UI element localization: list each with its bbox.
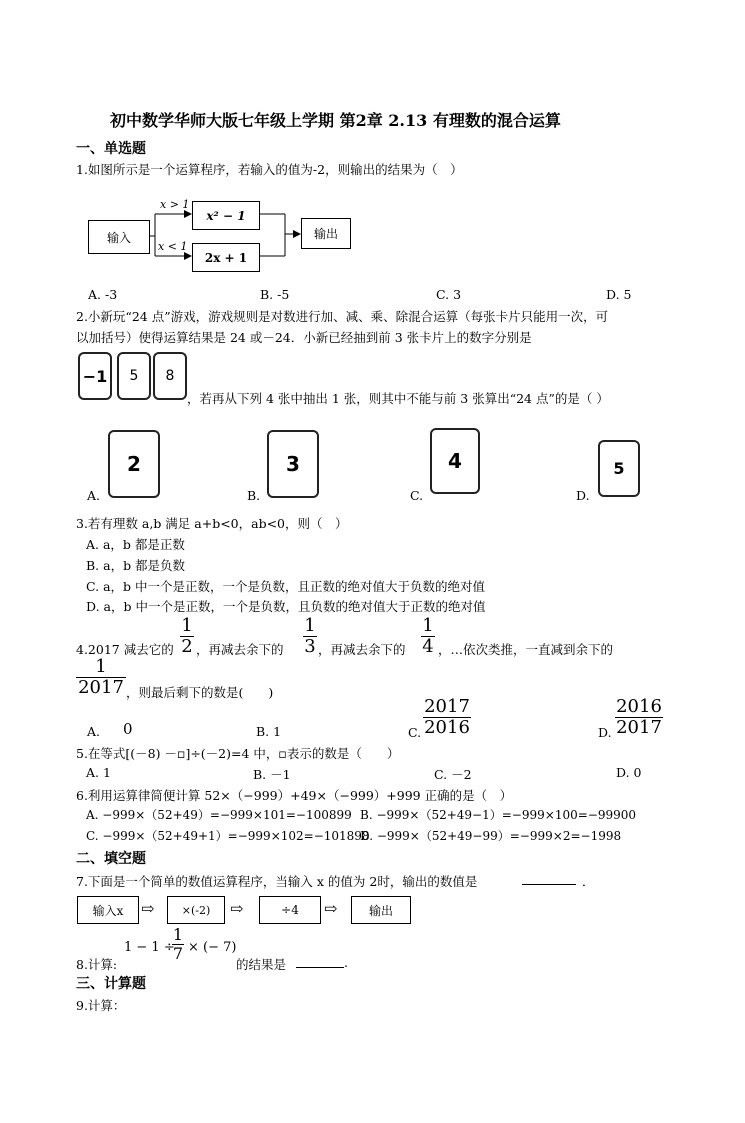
q8-answer-blank[interactable]	[296, 967, 344, 968]
q4-fraction-1-3	[303, 617, 317, 657]
flow-condition-top: x > 1	[160, 198, 190, 211]
question-4-part-1: 4.2017 减去它的	[76, 642, 174, 657]
question-2-line-3: ，若再从下列 4 张中抽出 1 张，则其中不能与前 3 张算出“24 点”的是（ ）	[187, 391, 609, 406]
q3-option-c: C. a，b 中一个是正数，一个是负数，且正数的绝对值大于负数的绝对值	[86, 579, 485, 594]
q5-option-d: D. 0	[616, 765, 642, 780]
q4-frac3-denominator: 4	[422, 635, 434, 657]
q6-option-d: D. −999×（52+49−99）=−999×2=−1998	[360, 829, 622, 843]
q4-frac2-denominator: 3	[304, 635, 316, 657]
question-8-end: .	[344, 955, 348, 970]
flow-expr-bottom-box: 2x + 1	[192, 243, 260, 272]
drawn-card-3: 8	[153, 352, 187, 400]
q6-option-a: A. −999×（52+49）=−999×101=−100899	[86, 808, 352, 822]
q4-option-c-denominator: 2016	[424, 716, 470, 738]
q2-option-a-card: 2	[108, 430, 160, 498]
flow-output-box: 输出	[301, 218, 351, 249]
q4-option-c-fraction	[423, 698, 471, 738]
q4-frac4-denominator: 2017	[78, 676, 124, 698]
question-7-end: ．	[582, 874, 595, 889]
q4-option-c-letter: C.	[408, 725, 422, 740]
section-heading-fill-blank: 二、填空题	[76, 851, 146, 867]
q4-frac1-denominator: 2	[181, 635, 193, 657]
q1-option-a: A. -3	[88, 287, 118, 302]
q2-option-b-letter: B.	[247, 488, 261, 503]
q7-arrow-3-icon: ⇨	[324, 899, 338, 918]
q6-option-b: B. −999×（52+49−1）=−999×100=−99900	[360, 808, 637, 822]
q7-arrow-2-icon: ⇨	[230, 899, 244, 918]
q7-answer-blank[interactable]	[522, 884, 576, 885]
q4-option-a-value: 0	[123, 720, 133, 738]
flow-expr-top-box: x² − 1	[192, 201, 260, 230]
q2-option-d-letter: D.	[576, 488, 590, 503]
q8-frac-denominator: 7	[172, 943, 184, 963]
question-3-text: 3.若有理数 a,b 满足 a+b<0，ab<0，则（ ）	[76, 516, 348, 531]
q5-option-b: B. －1	[253, 767, 291, 782]
q7-step-divide: ÷4	[259, 896, 321, 924]
q4-option-a-letter: A.	[87, 724, 101, 739]
q2-option-b-card: 3	[267, 430, 319, 498]
q4-fraction-1-2017	[76, 658, 126, 698]
question-4-part-2: ，再减去余下的	[196, 642, 284, 657]
q8-frac-numerator: 1	[172, 925, 184, 944]
q4-option-d-denominator: 2017	[616, 716, 662, 738]
q8-fraction	[172, 927, 184, 962]
q1-option-d: D. 5	[606, 287, 632, 302]
q4-option-d-fraction	[615, 698, 663, 738]
q3-option-b: B. a，b 都是负数	[86, 558, 186, 573]
question-7-text: 7.下面是一个简单的数值运算程序，当输入 x 的值为 2时，输出的数值是	[76, 874, 478, 889]
q3-option-d: D. a，b 中一个是正数，一个是负数，且负数的绝对值大于正数的绝对值	[86, 599, 486, 614]
q4-option-d-letter: D.	[598, 725, 612, 740]
q4-frac4-numerator: 1	[76, 658, 126, 678]
q4-fraction-1-2	[180, 617, 194, 657]
question-8-prefix: 8.计算:	[76, 957, 118, 972]
q7-step-input: 输入x	[77, 896, 139, 924]
question-4-part-3: ，再减去余下的	[318, 642, 406, 657]
question-1-text: 1.如图所示是一个运算程序，若输入的值为-2，则输出的结果为（ ）	[76, 162, 463, 177]
q2-option-c-card: 4	[430, 428, 480, 494]
q4-option-d-numerator: 2016	[616, 696, 662, 717]
question-9-text: 9.计算：	[76, 998, 126, 1013]
drawn-card-1: −1	[78, 352, 112, 400]
q4-frac1-numerator: 1	[181, 615, 193, 636]
q8-expr-left: 1 − 1 ÷	[124, 940, 175, 955]
q2-option-d-card: 5	[598, 440, 640, 497]
question-5-text: 5.在等式[(－8) －▫]÷(－2)=4 中，▫表示的数是（ ）	[76, 746, 400, 761]
q3-option-a: A. a，b 都是正数	[86, 537, 185, 552]
q6-option-c: C. −999×（52+49+1）=−999×102=−101898	[86, 829, 370, 843]
q4-frac2-numerator: 1	[304, 615, 316, 636]
q4-option-c-numerator: 2017	[424, 696, 470, 717]
q2-option-a-letter: A.	[87, 488, 101, 503]
section-heading-single-choice: 一、单选题	[76, 141, 146, 157]
question-8-suffix: 的结果是	[236, 957, 287, 972]
q7-step-multiply: ×(-2)	[167, 896, 225, 924]
q5-option-a: A. 1	[86, 765, 111, 780]
flow-condition-bottom: x < 1	[158, 240, 188, 253]
q2-option-c-letter: C.	[410, 488, 424, 503]
section-heading-calculation: 三、计算题	[76, 976, 146, 992]
q7-step-output: 输出	[351, 896, 411, 924]
question-4-part-5: ，则最后剩下的数是( )	[126, 685, 274, 700]
q1-option-b: B. -5	[260, 287, 290, 302]
q7-arrow-1-icon: ⇨	[141, 899, 155, 918]
drawn-card-2: 5	[117, 352, 151, 400]
question-2-line-1: 2.小新玩“24 点”游戏，游戏规则是对数进行加、减、乘、除混合运算（每张卡片只能用一次，可	[76, 309, 609, 324]
q4-fraction-1-4	[421, 617, 435, 657]
q4-option-b: B. 1	[256, 724, 282, 739]
question-4-part-4: ，…依次类推，一直减到余下的	[438, 642, 614, 657]
q8-expr-right: × (− 7)	[188, 940, 237, 955]
question-2-line-2: 以加括号）使得运算结果是 24 或－24．小新已经抽到前 3 张卡片上的数字分别是	[76, 330, 532, 345]
question-6-text: 6.利用运算律简便计算 52×（−999）+49×（−999）+999 正确的是（ ）	[76, 788, 513, 803]
flow-input-box: 输入	[88, 220, 150, 254]
q4-frac3-numerator: 1	[422, 615, 434, 636]
q5-option-c: C. －2	[434, 767, 472, 782]
q1-option-c: C. 3	[436, 287, 462, 302]
page-title: 初中数学华师大版七年级上学期 第2章 2.13 有理数的混合运算	[110, 111, 561, 130]
